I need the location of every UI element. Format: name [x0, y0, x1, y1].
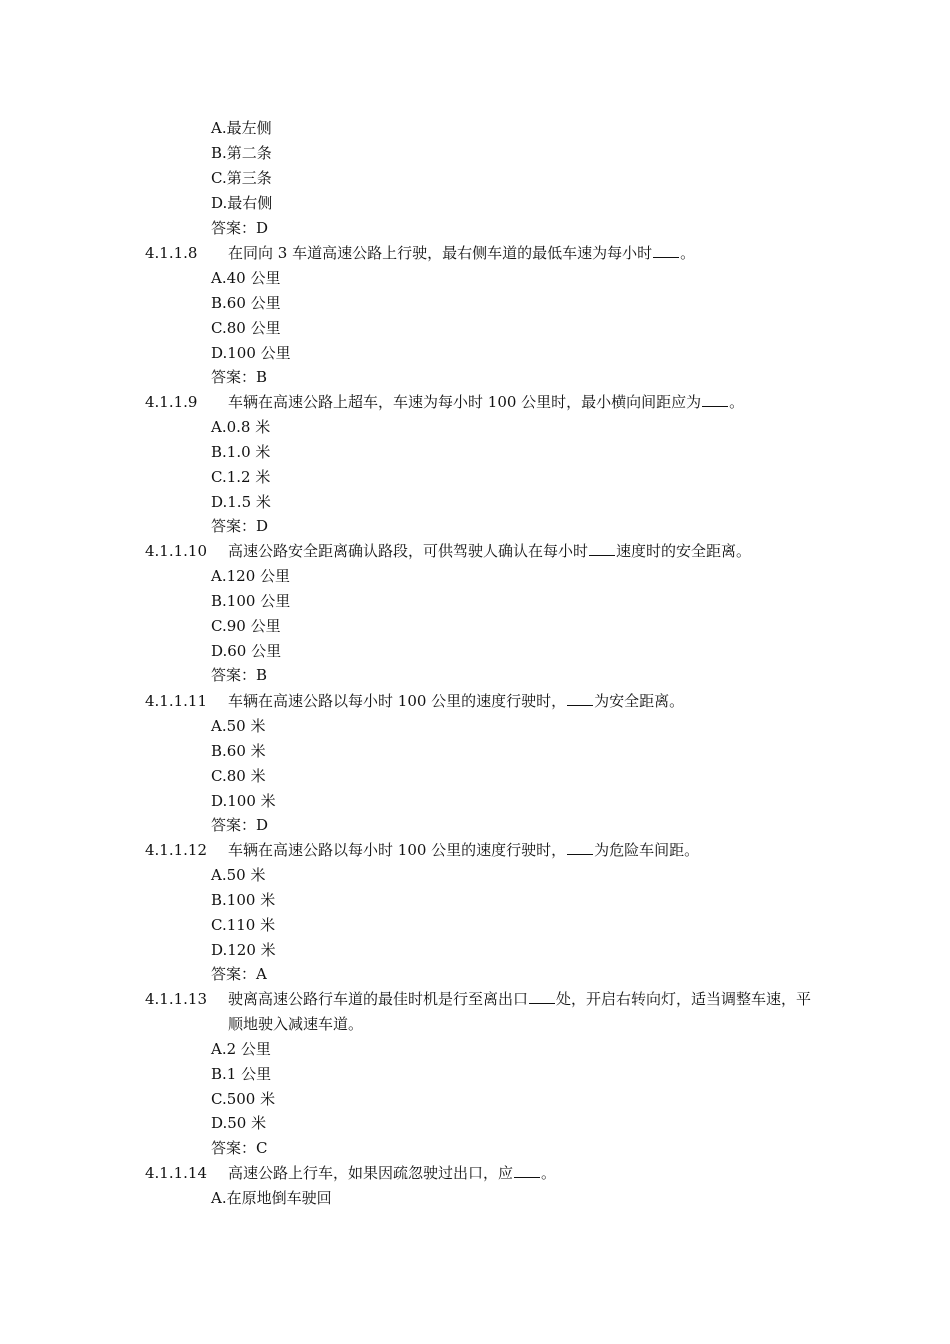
answer-blank: [567, 690, 593, 706]
question-stem: [145, 390, 825, 415]
question-text: 高速公路上行车，如果因疏忽驶过出口，应 。: [228, 1164, 557, 1182]
option: B.60 米: [211, 741, 266, 760]
option: D.100 米: [211, 791, 276, 810]
option-list: [145, 564, 825, 688]
option: C.110 米: [211, 915, 276, 934]
option: A.2 公里: [211, 1039, 271, 1058]
question-text: 驶离高速公路行车道的最佳时机是行至离出口 处，开启右转向灯，适当调整车速，平顺地驶入减速车道。: [228, 990, 812, 1033]
answer-blank: [653, 242, 679, 258]
question-stem: [145, 241, 825, 266]
question-text: 车辆在高速公路以每小时 100 公里的速度行驶时， 为危险车间距。: [228, 841, 700, 859]
question-text: 车辆在高速公路以每小时 100 公里的速度行驶时， 为安全距离。: [228, 692, 685, 710]
option-list: [145, 1037, 825, 1161]
option: D.100 公里: [211, 343, 291, 362]
question-item: [145, 838, 825, 987]
question-number: 4.1.1.14: [145, 1164, 208, 1182]
question-stem: [145, 689, 825, 714]
option: D.120 米: [211, 940, 276, 959]
question-continuation: [211, 116, 272, 240]
option: C.80 米: [211, 766, 266, 785]
question-item: [145, 390, 825, 539]
option: A.在原地倒车驶回: [211, 1188, 332, 1207]
option-list: [145, 714, 825, 838]
option: A.50 米: [211, 716, 266, 735]
answer-blank: [514, 1162, 540, 1178]
option: B.100 米: [211, 890, 276, 909]
answer: 答案：B: [211, 666, 268, 685]
option: C.80 公里: [211, 318, 281, 337]
option: B.第二条: [211, 143, 272, 162]
option: B.60 公里: [211, 293, 281, 312]
question-stem: [145, 987, 825, 1037]
question-number: 4.1.1.11: [145, 692, 208, 710]
question-item: [145, 987, 825, 1161]
option-list: [145, 1186, 825, 1211]
question-number: 4.1.1.8: [145, 244, 198, 262]
question-stem: [145, 539, 825, 564]
question-stem: [145, 838, 825, 863]
question-text: 车辆在高速公路上超车，车速为每小时 100 公里时，最小横向间距应为 。: [228, 393, 745, 411]
option: C.500 米: [211, 1089, 276, 1108]
option-list: [145, 415, 825, 539]
answer: 答案：B: [211, 368, 268, 387]
question-item: [145, 1161, 825, 1211]
option: D.1.5 米: [211, 492, 271, 511]
question-number: 4.1.1.13: [145, 990, 208, 1008]
option: B.1 公里: [211, 1064, 272, 1083]
question-number: 4.1.1.9: [145, 393, 198, 411]
option: A.40 公里: [211, 268, 281, 287]
option: A.50 米: [211, 865, 266, 884]
option: C.1.2 米: [211, 467, 271, 486]
answer: 答案：D: [211, 816, 269, 835]
answer: 答案：D: [211, 218, 269, 237]
answer: 答案：C: [211, 1139, 268, 1158]
answer: 答案：A: [211, 965, 267, 984]
option: A.0.8 米: [211, 417, 271, 436]
answer-blank: [702, 391, 728, 407]
answer-blank: [529, 988, 555, 1004]
option: C.90 公里: [211, 616, 281, 635]
option: D.60 公里: [211, 641, 282, 660]
question-number: 4.1.1.12: [145, 841, 208, 859]
option-list: [145, 266, 825, 390]
question-text: 高速公路安全距离确认路段，可供驾驶人确认在每小时 速度时的安全距离。: [228, 542, 752, 560]
option: B.1.0 米: [211, 442, 271, 461]
answer-blank: [567, 839, 593, 855]
question-item: [145, 241, 825, 390]
question-stem: [145, 1161, 825, 1186]
question-item: [145, 539, 825, 688]
question-number: 4.1.1.10: [145, 542, 208, 560]
option: C.第三条: [211, 168, 272, 187]
option-list: [145, 863, 825, 987]
option: D.50 米: [211, 1114, 267, 1133]
option: A.最左侧: [211, 119, 272, 137]
answer: 答案：D: [211, 517, 269, 536]
option: A.120 公里: [211, 566, 290, 585]
question-item: [145, 689, 825, 838]
option: D.最右侧: [211, 193, 273, 212]
option: B.100 公里: [211, 591, 291, 610]
answer-blank: [589, 540, 615, 556]
question-text: 在同向 3 车道高速公路上行驶，最右侧车道的最低车速为每小时 。: [228, 244, 696, 262]
